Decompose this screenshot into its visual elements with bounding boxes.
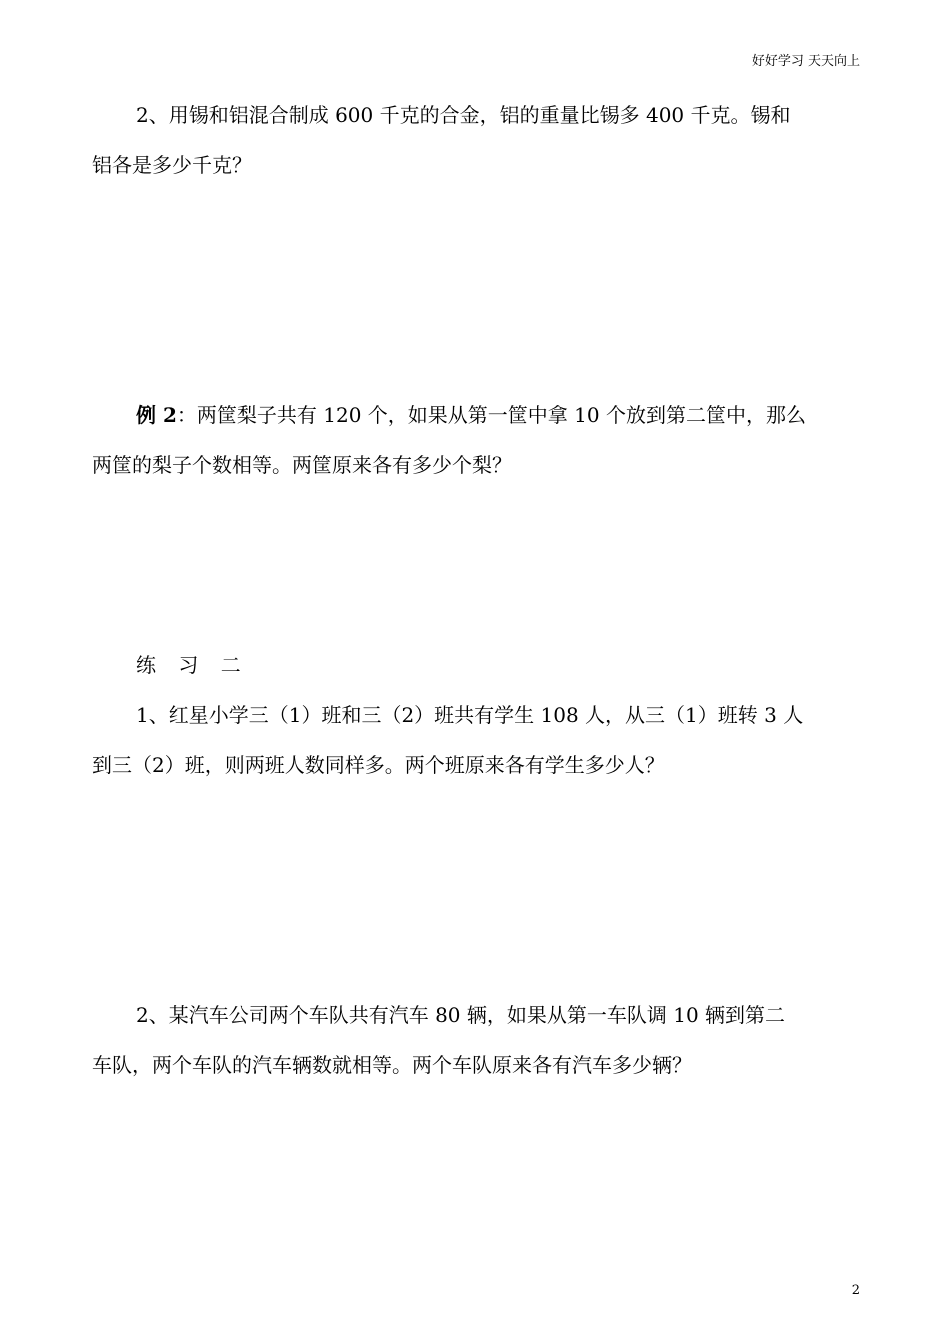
problem-2-line-1: 2、用锡和铝混合制成 600 千克的合金，铝的重量比锡多 400 千克。锡和 (136, 103, 791, 127)
exercise-2-line-1: 2、某汽车公司两个车队共有汽车 80 辆，如果从第一车队调 10 辆到第二 (136, 1003, 786, 1027)
exercise-heading: 练 习 二 (136, 653, 241, 677)
problem-2-line-2: 铝各是多少千克？ (92, 153, 252, 177)
page-number: 2 (851, 1283, 860, 1298)
example-2-line-1 (136, 401, 806, 429)
exercise-2-line-2: 车队，两个车队的汽车辆数就相等。两个车队原来各有汽车多少辆？ (92, 1053, 692, 1077)
example-2-line-2: 两筐的梨子个数相等。两筐原来各有多少个梨？ (92, 453, 512, 477)
example-2-line-1-text: ：两筐梨子共有 120 个，如果从第一筐中拿 10 个放到第二筐中，那么 (176, 403, 806, 427)
example-2-label: 例 2 (136, 403, 177, 427)
exercise-1-line-1: 1、红星小学三（1）班和三（2）班共有学生 108 人，从三（1）班转 3 人 (136, 703, 804, 727)
page-header: 好好学习 天天向上 (751, 54, 860, 69)
exercise-1-line-2: 到三（2）班，则两班人数同样多。两个班原来各有学生多少人？ (92, 753, 665, 777)
